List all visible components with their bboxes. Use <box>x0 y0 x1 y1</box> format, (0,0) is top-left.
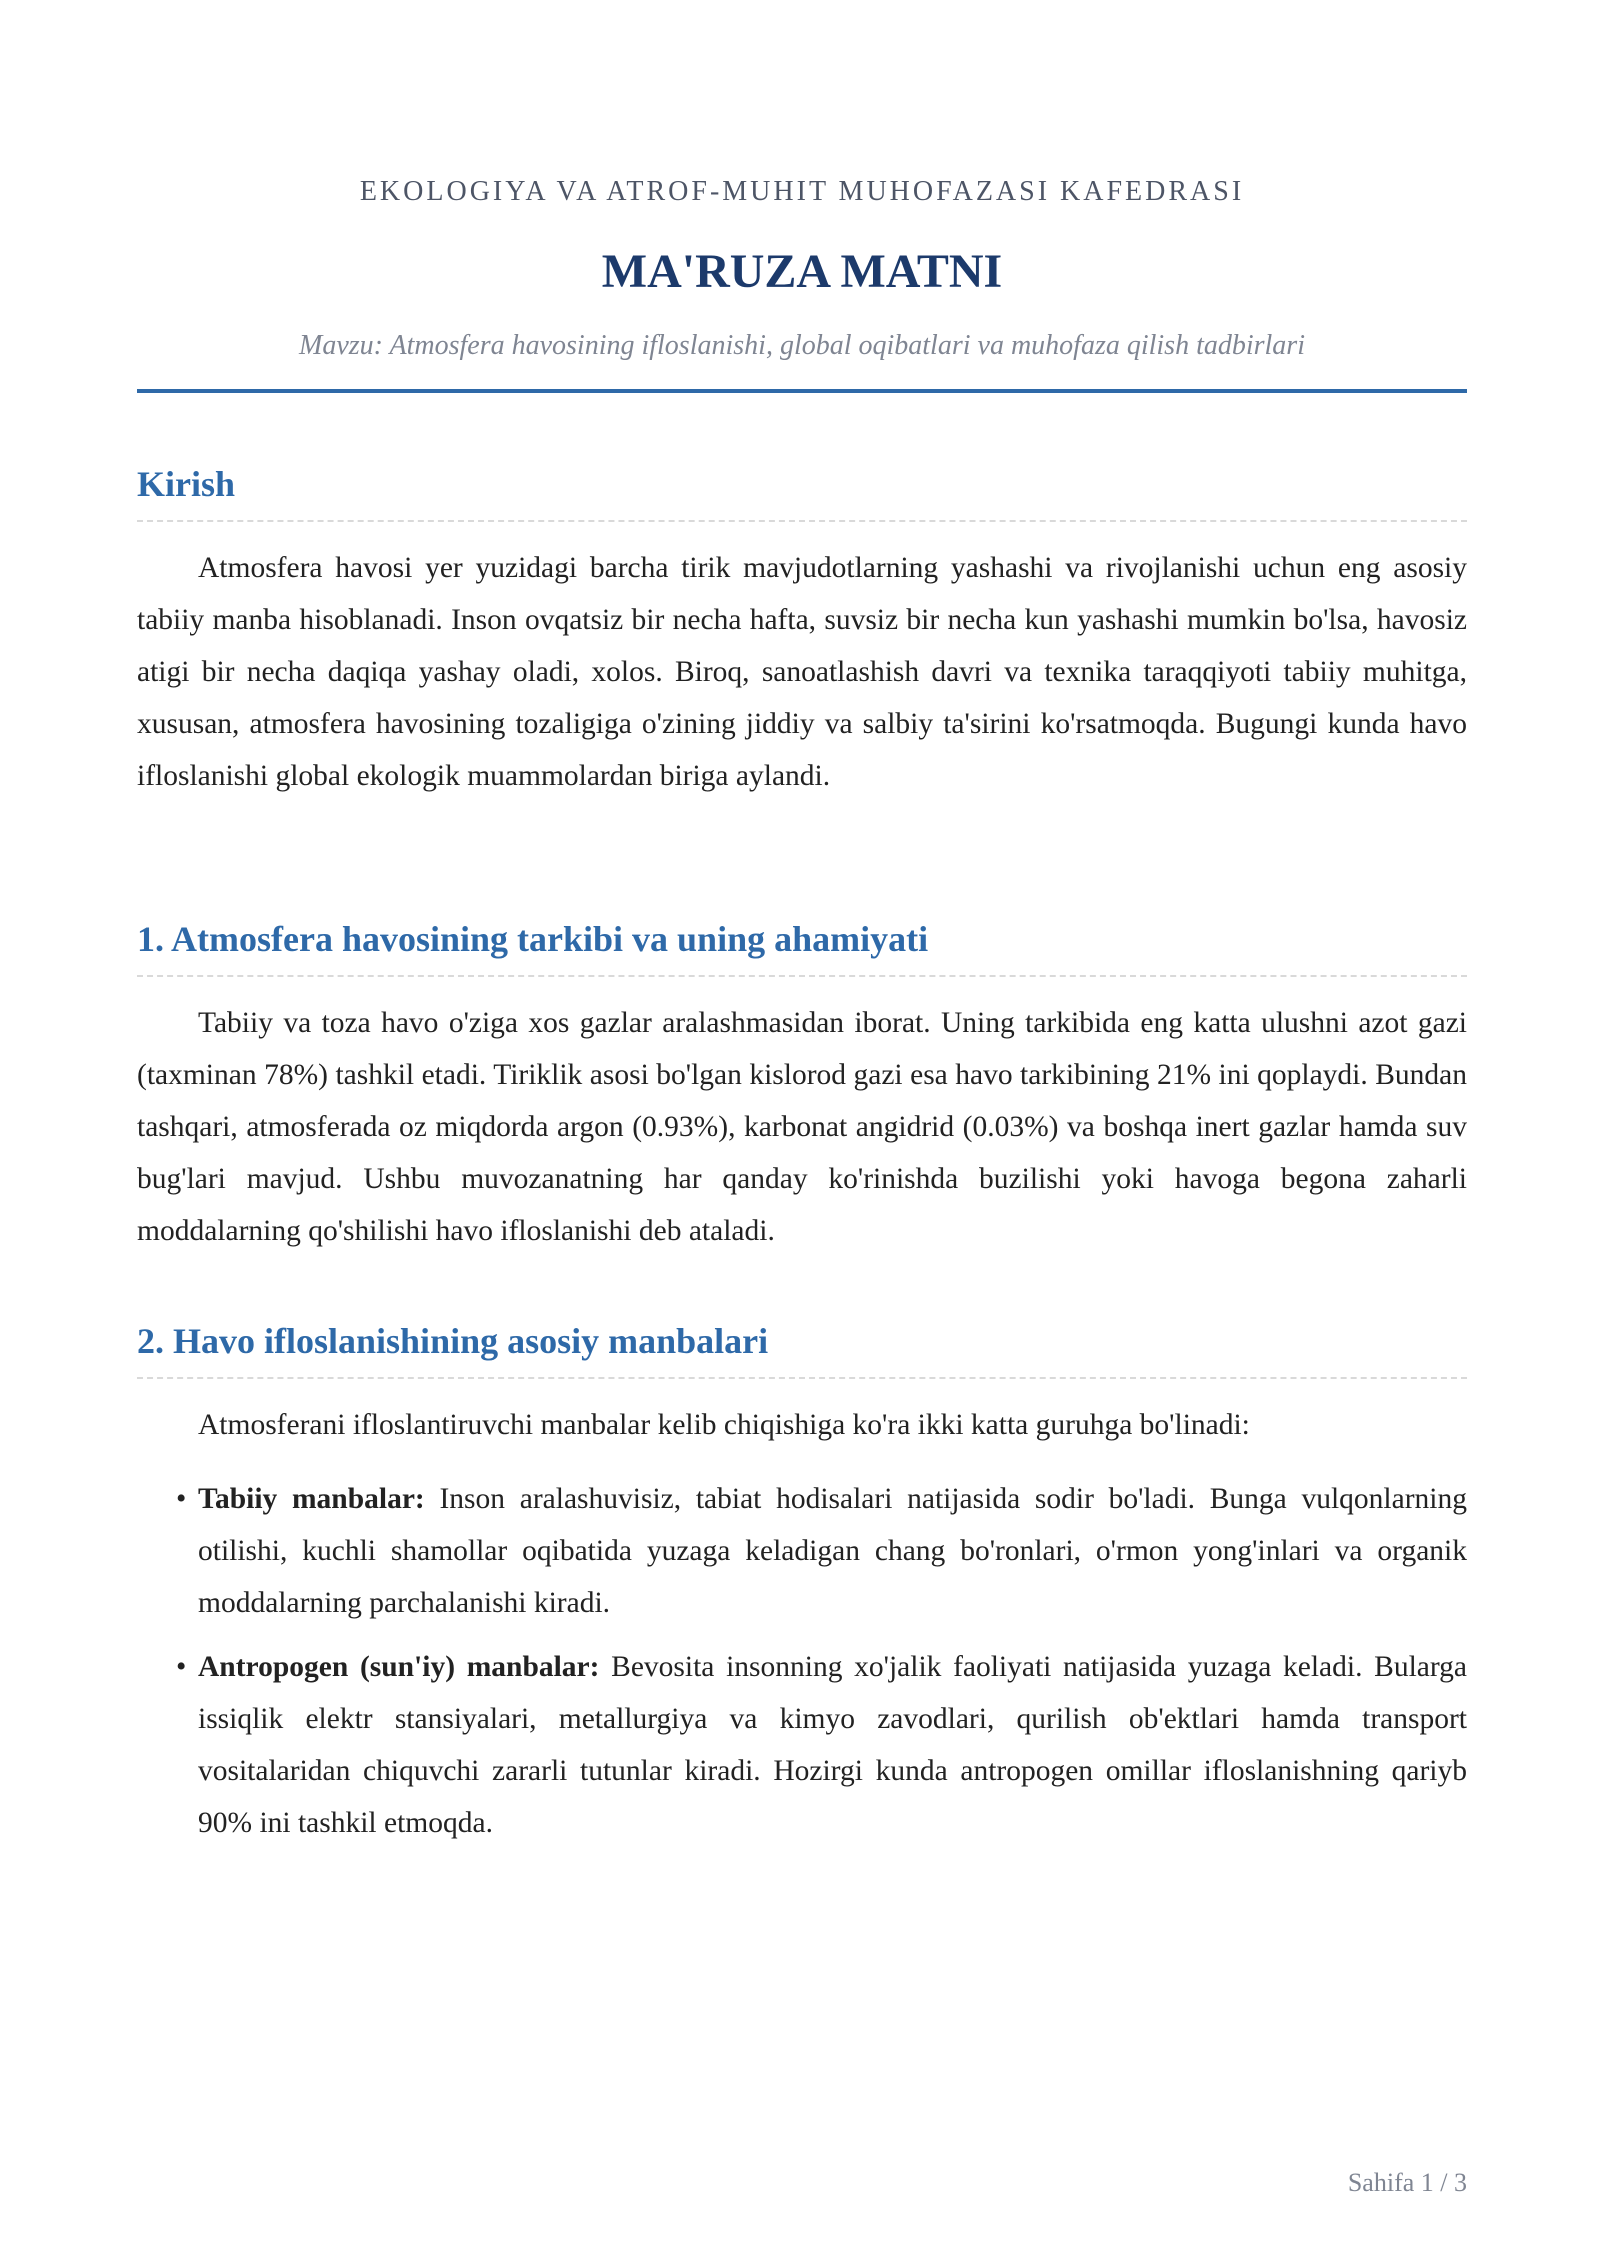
section-heading: 2. Havo ifloslanishining asosiy manbalari <box>137 1319 1467 1379</box>
document-title: MA'RUZA MATNI <box>601 245 1003 298</box>
list-item-text: Inson aralashuvisiz, tabiat hodisalari natijasida sodir bo'ladi. Bunga vulqonlarning otilishi, kuchli shamollar oqibatida yuzaga keladigan chang bo'ronlari, o'rmon yong'inlari va organik moddalarning parchalanishi kiradi. <box>198 1483 1467 1619</box>
document-subtitle: Mavzu: Atmosfera havosining ifloslanishi, global oqibatlari va muhofaza qilish tadbirlari <box>299 330 1305 361</box>
page-number: Sahifa 1 / 3 <box>1347 2168 1467 2197</box>
section-heading: 1. Atmosfera havosining tarkibi va uning ahamiyati <box>137 917 1467 977</box>
sources-list <box>137 1473 1467 1849</box>
document-page <box>137 0 1467 2262</box>
section-composition <box>137 917 1467 1257</box>
section-heading: Kirish <box>137 462 1467 522</box>
list-item <box>176 1473 1467 1629</box>
section-intro <box>137 462 1467 802</box>
list-item <box>176 1641 1467 1849</box>
header-divider <box>137 389 1467 393</box>
section-paragraph: Atmosfera havosi yer yuzidagi barcha tirik mavjudotlarning yashashi va rivojlanishi uchun eng asosiy tabiiy manba hisoblanadi. Inson ovqatsiz bir necha hafta, suvsiz bir necha kun yashashi mumkin bo'lsa, havosiz atigi bir necha daqiqa yashay oladi, xolos. Biroq, sanoatlashish davri va texnika taraqqiyoti tabiiy muhitga, xususan, atmosfera havosining tozaligiga o'zining jiddiy va salbiy ta'sirini ko'rsatmoqda. Bugungi kunda havo ifloslanishi global ekologik muammolardan biriga aylandi. <box>137 552 1467 792</box>
department-name: EKOLOGIYA VA ATROF-MUHIT MUHOFAZASI KAFEDRASI <box>359 176 1245 207</box>
list-item-label: Tabiiy manbalar: <box>198 1483 425 1515</box>
section-paragraph: Atmosferani ifloslantiruvchi manbalar kelib chiqishiga ko'ra ikki katta guruhga bo'linadi: <box>198 1409 1250 1441</box>
bullet-icon: • <box>176 1483 187 1515</box>
section-sources <box>137 1319 1467 1861</box>
list-item-label: Antropogen (sun'iy) manbalar: <box>198 1651 600 1683</box>
list-item-text: Bevosita insonning xo'jalik faoliyati natijasida yuzaga keladi. Bularga issiqlik elektr stansiyalari, metallurgiya va kimyo zavodlari, qurilish ob'ektlari hamda transport vositalaridan chiquvchi zararli tutunlar kiradi. Hozirgi kunda antropogen omillar ifloslanishning qariyb 90% ini tashkil etmoqda. <box>198 1651 1467 1839</box>
section-paragraph: Tabiiy va toza havo o'ziga xos gazlar aralashmasidan iborat. Uning tarkibida eng katta ulushni azot gazi (taxminan 78%) tashkil etadi. Tiriklik asosi bo'lgan kislorod gazi esa havo tarkibining 21% ini qoplaydi. Bundan tashqari, atmosferada oz miqdorda argon (0.93%), karbonat angidrid (0.03%) va boshqa inert gazlar hamda suv bug'lari mavjud. Ushbu muvozanatning har qanday ko'rinishda buzilishi yoki havoga begona zaharli moddalarning qo'shilishi havo ifloslanishi deb ataladi. <box>137 1007 1467 1247</box>
bullet-icon: • <box>176 1651 187 1683</box>
